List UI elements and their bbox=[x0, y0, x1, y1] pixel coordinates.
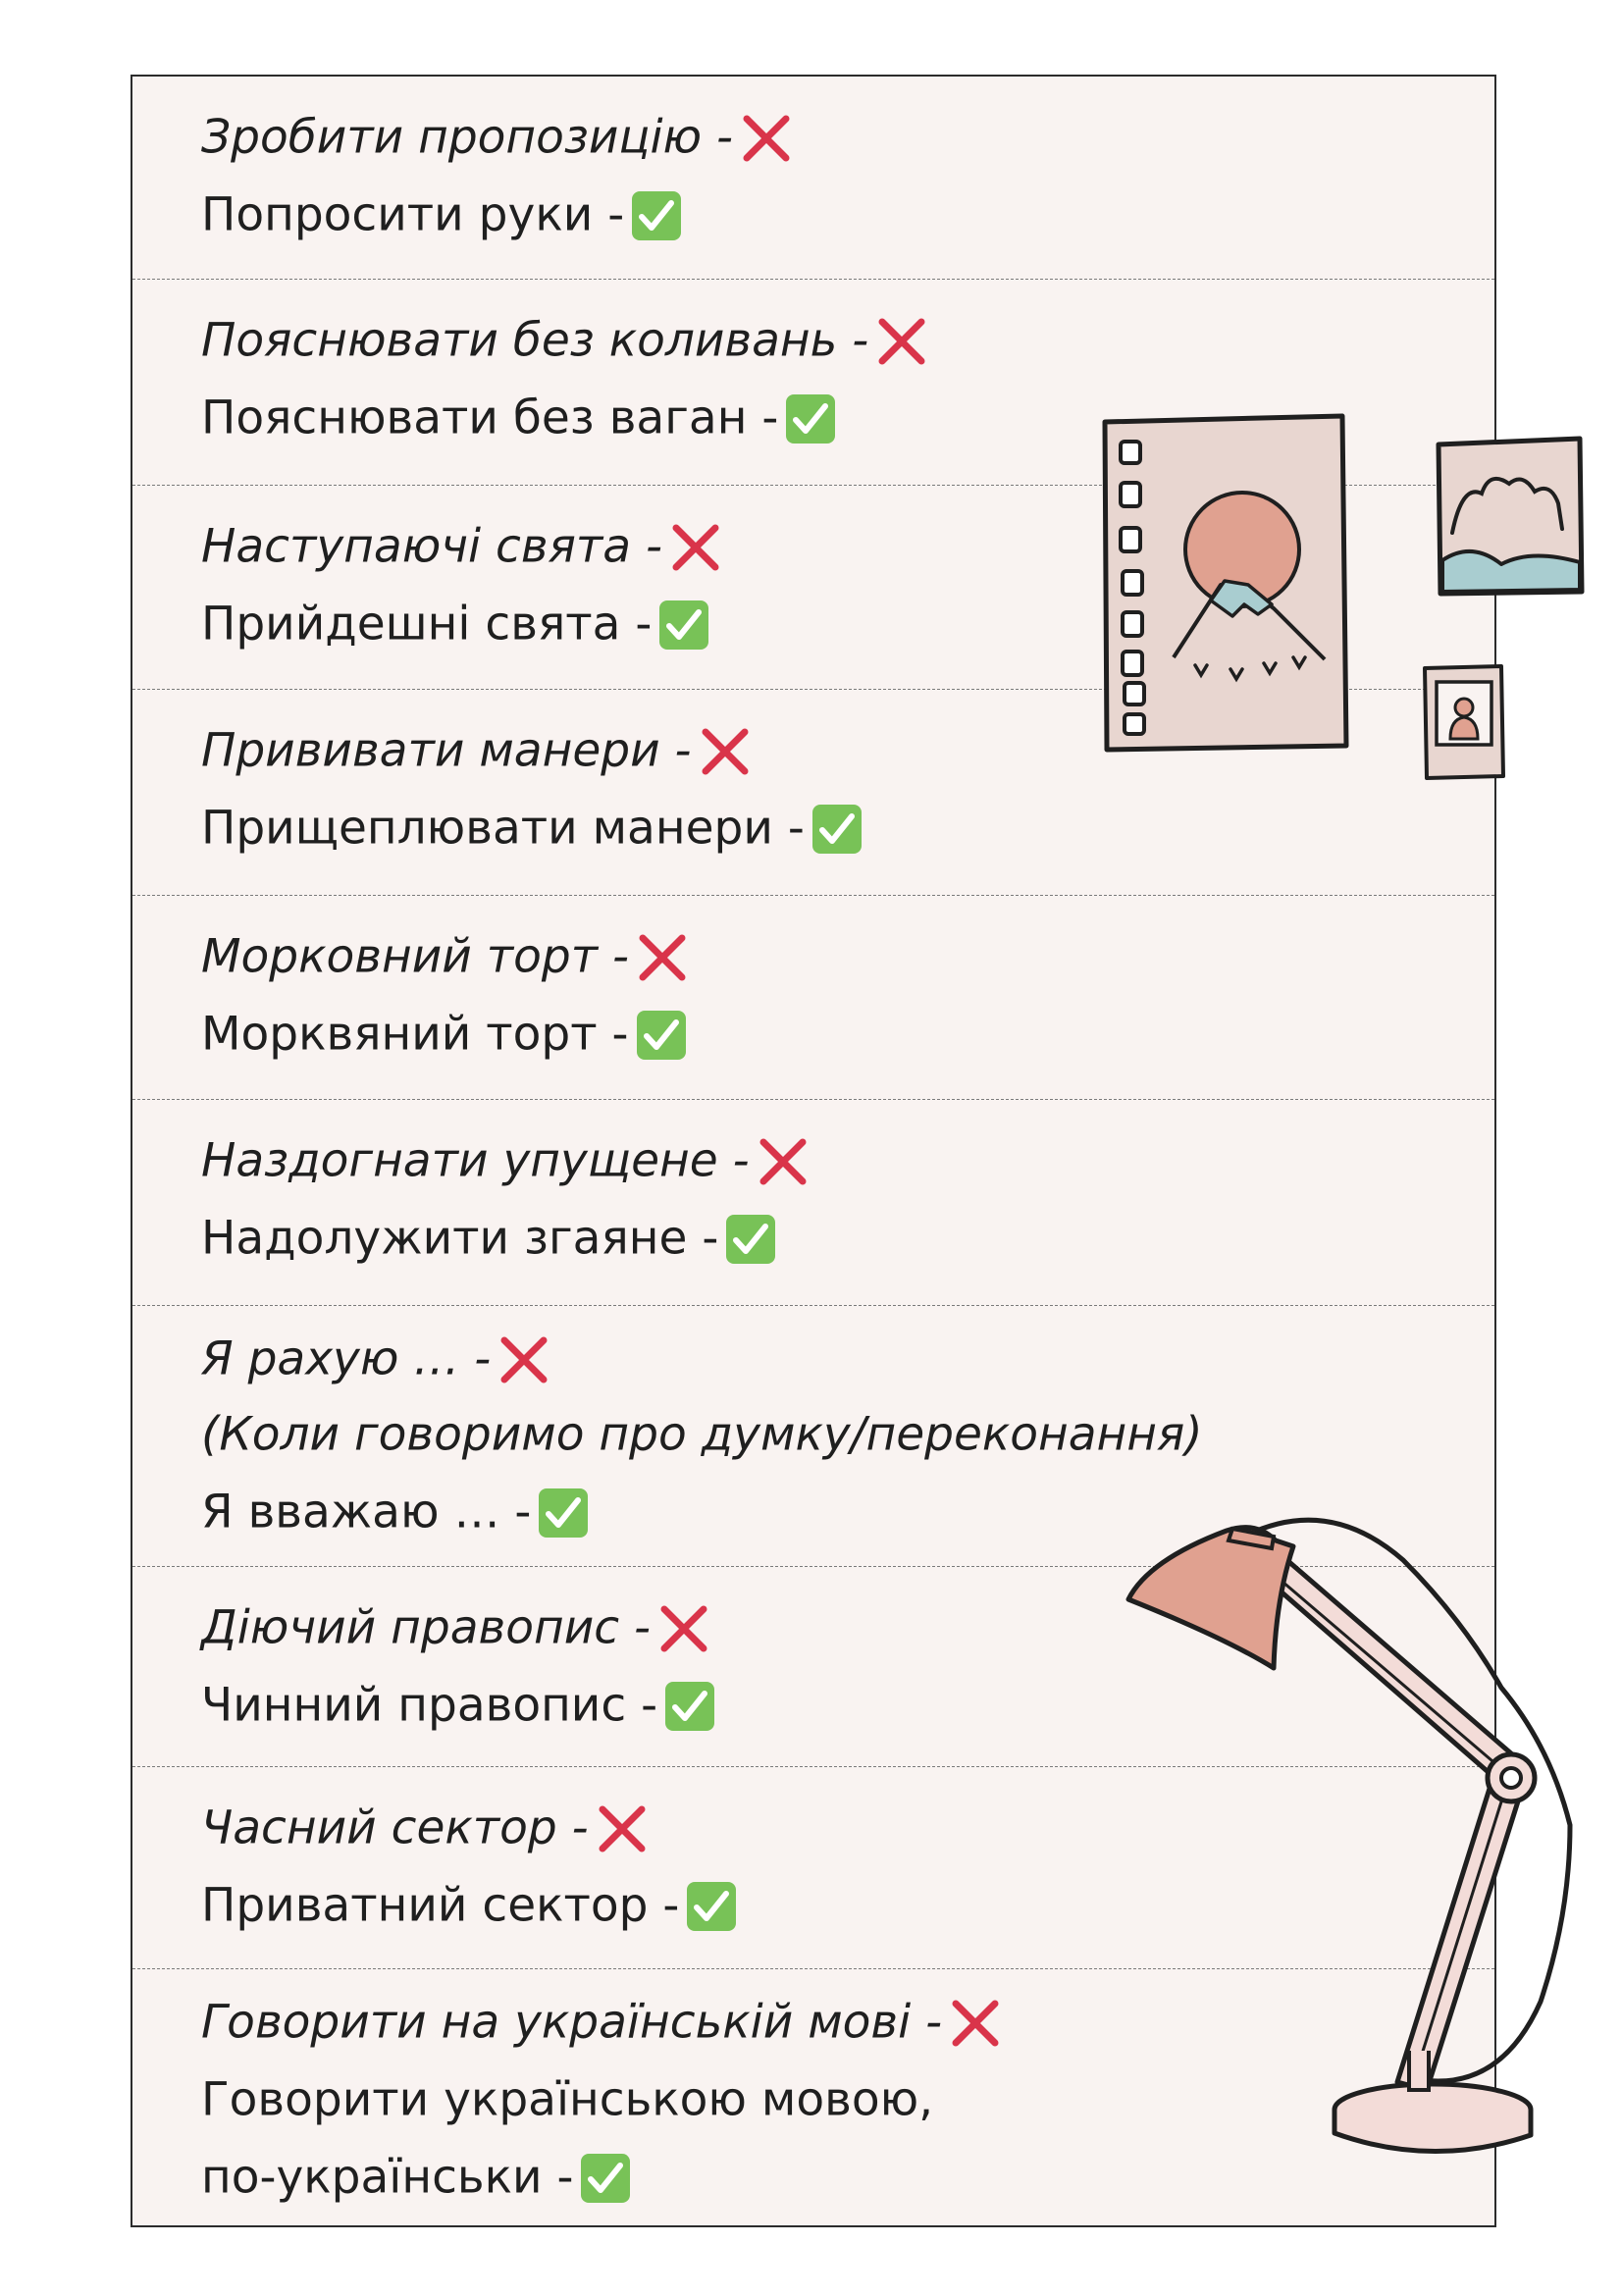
incorrect-phrase: Я рахую … - bbox=[201, 1328, 551, 1389]
incorrect-phrase: Пояснювати без коливань - bbox=[201, 309, 929, 371]
check-mark-icon bbox=[579, 2152, 632, 2205]
cross-mark-icon bbox=[874, 314, 929, 369]
correct-phrase: Говорити українською мовою, bbox=[201, 2072, 934, 2127]
correct-phrase: Прийдешні свята - bbox=[201, 593, 710, 654]
check-mark-icon bbox=[657, 599, 710, 652]
usage-note: (Коли говоримо про думку/переконання) bbox=[201, 1407, 1203, 1462]
correct-phrase: Чинний правопис - bbox=[201, 1674, 716, 1736]
framed-portrait-picture-icon bbox=[1421, 662, 1507, 782]
correct-phrase: Пояснювати без ваган - bbox=[201, 387, 837, 448]
incorrect-phrase: Наздогнати упущене - bbox=[201, 1129, 811, 1191]
incorrect-phrase: Діючий правопис - bbox=[201, 1596, 711, 1658]
correct-phrase: Приватний сектор - bbox=[201, 1874, 738, 1936]
correct-phrase-continued: по-українськи - bbox=[201, 2146, 632, 2208]
incorrect-phrase: Прививати манери - bbox=[201, 719, 753, 781]
cross-mark-icon bbox=[756, 1134, 811, 1189]
incorrect-phrase: Морковний торт - bbox=[201, 925, 690, 987]
cross-mark-icon bbox=[948, 1996, 1003, 2051]
cross-mark-icon bbox=[656, 1601, 711, 1656]
check-mark-icon bbox=[635, 1009, 688, 1062]
incorrect-phrase: Наступаючі свята - bbox=[201, 515, 723, 577]
framed-mountain-picture-icon bbox=[1097, 412, 1354, 756]
check-mark-icon bbox=[630, 189, 683, 242]
phrase-row bbox=[132, 1099, 1494, 1306]
incorrect-phrase: Зробити пропозицію - bbox=[201, 106, 794, 168]
correct-phrase: Морквяний торт - bbox=[201, 1003, 688, 1065]
cross-mark-icon bbox=[595, 1801, 650, 1856]
check-mark-icon bbox=[811, 803, 863, 856]
incorrect-phrase: Часний сектор - bbox=[201, 1797, 650, 1858]
cross-mark-icon bbox=[739, 111, 794, 166]
correct-phrase: Я вважаю … - bbox=[201, 1481, 590, 1542]
correct-phrase: Надолужити згаяне - bbox=[201, 1207, 777, 1269]
check-mark-icon bbox=[663, 1680, 716, 1733]
phrase-row bbox=[132, 895, 1494, 1100]
phrase-row bbox=[132, 77, 1494, 279]
check-mark-icon bbox=[784, 392, 837, 445]
cross-mark-icon bbox=[698, 724, 753, 779]
cross-mark-icon bbox=[497, 1332, 551, 1387]
check-mark-icon bbox=[724, 1213, 777, 1266]
cross-mark-icon bbox=[668, 520, 723, 575]
framed-landscape-picture-icon bbox=[1433, 435, 1586, 600]
check-mark-icon bbox=[537, 1487, 590, 1539]
cross-mark-icon bbox=[635, 930, 690, 985]
desk-lamp-icon bbox=[1109, 1501, 1599, 2168]
correct-phrase: Попросити руки - bbox=[201, 183, 683, 245]
correct-phrase: Прищеплювати манери - bbox=[201, 797, 863, 859]
check-mark-icon bbox=[685, 1880, 738, 1933]
incorrect-phrase: Говорити на українській мові - bbox=[201, 1991, 1003, 2053]
